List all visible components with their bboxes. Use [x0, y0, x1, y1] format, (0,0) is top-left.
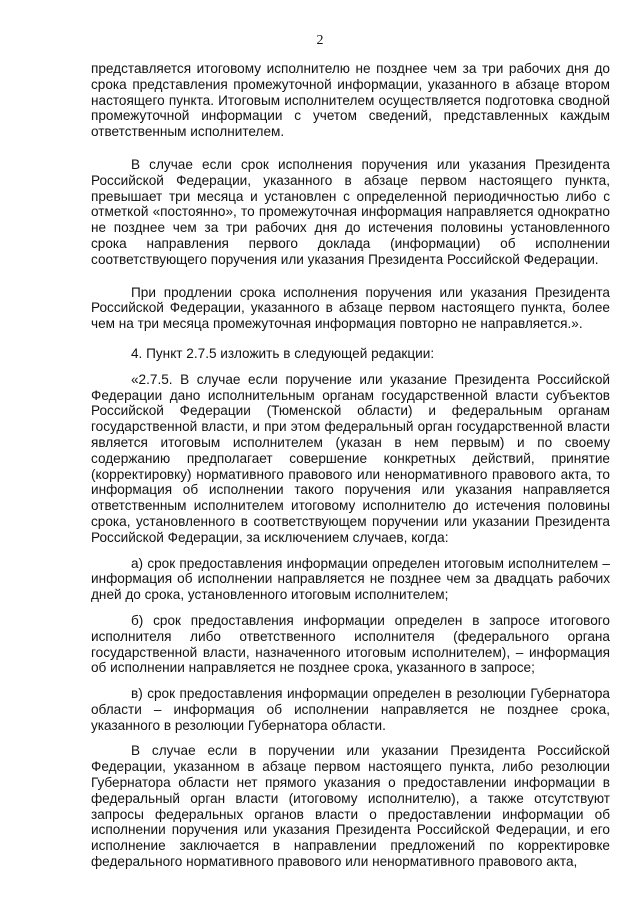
paragraph-subitem-b: б) срок предоставления информации определен в запросе итогового исполнителя либо ответственного исполнителя (федерального органа государственной власти, назначенного итоговым исполнителем), – информация об исполнении направляется не позднее срока, указанного в запросе; — [91, 612, 610, 676]
paragraph-continuation: представляется итоговому исполнителю не позднее чем за три рабочих дня до срока представления промежуточной информации, указанного в абзаце втором настоящего пункта. Итоговым исполнителем осуществляется подготовка сводной промежуточной информации с учетом сведений, представленных каждым ответственным исполнителем. — [91, 61, 610, 140]
paragraph-deadline-extension: При продлении срока исполнения поручения или указания Президента Российской Федерации, указанного в абзаце первом настоящего пункта, более чем на три месяца промежуточная информация повторно не направляется.». — [91, 284, 610, 332]
document-body — [91, 61, 610, 870]
paragraph-item-4: 4. Пункт 2.7.5 изложить в следующей редакции: — [131, 345, 435, 361]
page-number: 2 — [316, 33, 324, 48]
paragraph-subitem-a: а) срок предоставления информации определен итоговым исполнителем – информация об исполнении направляется не позднее чем за двадцать рабочих дней до срока, установленного итоговым исполнителем; — [91, 555, 610, 603]
paragraph-periodic-deadline: В случае если срок исполнения поручения или указания Президента Российской Федерации, указанного в абзаце первом настоящего пункта, превышает три месяца и установлен с определенной периодичностью либо с отметкой «постоянно», то промежуточная информация направляется однократно не позднее чем за три рабочих дня до истечения половины установленного срока направления первого доклада (информации) об исполнении соответствующего поручения или указания Президента Российской Федерации. — [91, 156, 610, 267]
paragraph-no-direct-instruction: В случае если в поручении или указании Президента Российской Федерации, указанном в абзаце первом настоящего пункта, либо резолюции Губернатора области нет прямого указания о предоставлении информации в федеральный орган власти (итоговому исполнителю), а также отсутствуют запросы федеральных органов власти о предоставлении информации об исполнении поручения или указания Президента Российской Федерации, и его исполнение заключается в направлении предложений по корректировке федерального нормативного правового или ненормативного правового акта, — [91, 743, 610, 870]
paragraph-subitem-v: в) срок предоставления информации определен в резолюции Губернатора области – информация об исполнении направляется не позднее срока, указанного в резолюции Губернатора области. — [91, 686, 610, 733]
paragraph-clause-2-7-5: «2.7.5. В случае если поручение или указание Президента Российской Федерации дано исполнительным органам государственной власти субъектов Российской Федерации (Тюменской области) и федеральным органам государственной власти, и при этом федеральный орган государственной власти является итоговым исполнителем (указан в нем первым) и по своему содержанию предполагает совершение конкретных действий, принятие (корректировку) нормативного правового или ненормативного правового акта, то информация об исполнении такого поручения или указания направляется ответственным исполнителем итоговому исполнителю до истечения половины срока, установленного в соответствующем поручении или указании Президента Российской Федерации, за исключением случаев, когда: — [91, 371, 610, 545]
